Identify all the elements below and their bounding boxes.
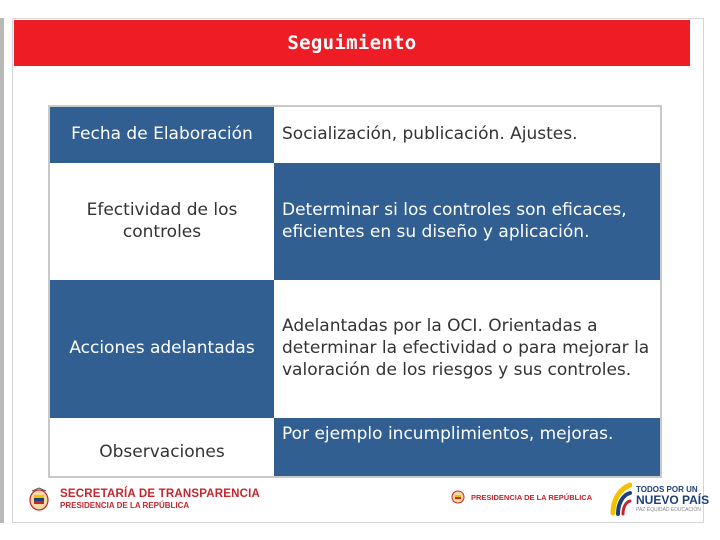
row-label: Efectividad de los controles [50,163,274,280]
presidencia-text: PRESIDENCIA DE LA REPÚBLICA [471,492,593,502]
logo-tagline: PAZ EQUIDAD EDUCACIÓN [636,506,701,513]
secretaria-subtitle: PRESIDENCIA DE LA REPÚBLICA [60,500,190,510]
logo-main-text: NUEVO PAÍS [636,492,710,507]
colombia-crest-icon [26,486,52,512]
secretaria-title: SECRETARÍA DE TRANSPARENCIA [60,487,261,500]
row-label: Fecha de Elaboración [50,107,274,163]
logo-top-text: TODOS POR UN [636,484,698,494]
row-value: Socialización, publicación. Ajustes. [274,107,660,163]
table-row [50,107,660,163]
nuevo-pais-emblem-icon [610,481,632,517]
row-value: Determinar si los controles son eficaces, eficientes en su diseño y aplicación. [274,163,660,280]
slide-title-bar [14,20,690,66]
row-value: Por ejemplo incumplimientos, mejoras. [274,418,660,476]
presidencia-crest-icon [450,490,466,504]
row-label: Observaciones [50,418,274,476]
nuevo-pais-logo [610,478,710,520]
row-label: Acciones adelantadas [50,280,274,418]
table-row [50,163,660,280]
table-row [50,280,660,418]
secretaria-logo [26,484,276,514]
slide-title: Seguimiento [287,32,417,54]
row-value: Adelantadas por la OCI. Orientadas a determinar la efectividad o para mejorar la valoración de los riesgos y sus controles. [274,280,660,418]
left-edge-rule [0,18,4,523]
follow-up-table [48,105,662,478]
presidencia-logo [450,488,600,506]
table-row [50,418,660,476]
